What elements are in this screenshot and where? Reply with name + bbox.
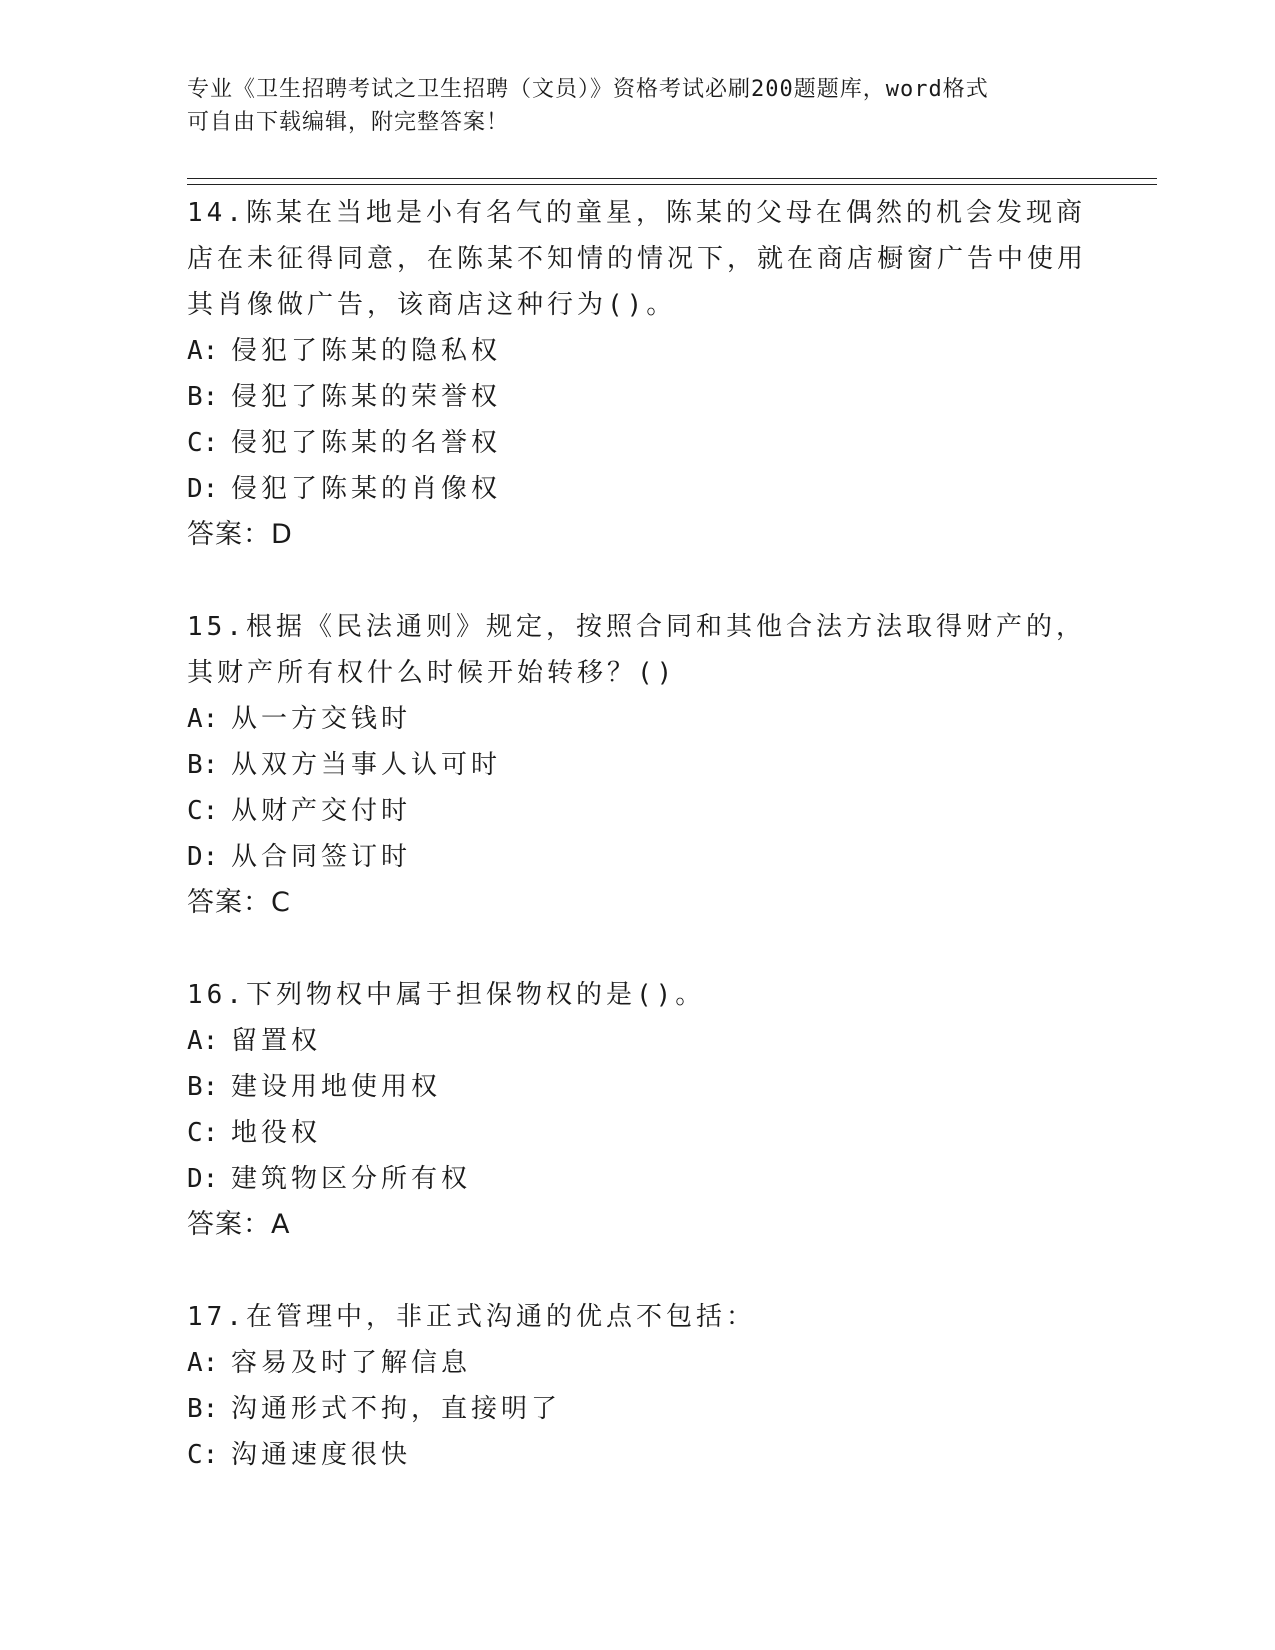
option-letter: A: xyxy=(187,336,219,366)
answer-option xyxy=(187,1432,1087,1478)
option-letter: D: xyxy=(187,474,219,504)
option-text: 容易及时了解信息 xyxy=(231,1348,472,1378)
answer-option xyxy=(187,696,1087,742)
answer-value: C xyxy=(271,887,291,918)
option-text: 建设用地使用权 xyxy=(231,1072,442,1102)
option-letter: C: xyxy=(187,796,219,826)
header-divider-bottom xyxy=(187,184,1157,185)
option-letter: A: xyxy=(187,704,219,734)
option-text: 侵犯了陈某的肖像权 xyxy=(231,474,502,504)
answer-label: 答案： xyxy=(187,1209,271,1240)
option-text: 沟通速度很快 xyxy=(231,1440,412,1470)
option-letter: C: xyxy=(187,428,219,458)
option-letter: C: xyxy=(187,1440,219,1470)
option-letter: B: xyxy=(187,1394,219,1424)
answer-line xyxy=(187,1202,1087,1248)
answer-option xyxy=(187,1386,1087,1432)
answer-option xyxy=(187,1340,1087,1386)
answer-option xyxy=(187,788,1087,834)
option-letter: B: xyxy=(187,382,219,412)
option-letter: A: xyxy=(187,1348,219,1378)
answer-line xyxy=(187,512,1087,558)
header-divider-top xyxy=(187,178,1157,179)
question-list xyxy=(187,190,1087,1524)
question-block xyxy=(187,1294,1087,1478)
option-text: 建筑物区分所有权 xyxy=(231,1164,472,1194)
option-text: 从一方交钱时 xyxy=(231,704,412,734)
option-text: 留置权 xyxy=(231,1026,322,1056)
answer-option xyxy=(187,466,1087,512)
header-line-2: 可自由下载编辑，附完整答案！ xyxy=(187,110,510,135)
option-text: 侵犯了陈某的荣誉权 xyxy=(231,382,502,412)
option-letter: A: xyxy=(187,1026,219,1056)
question-stem: 16.下列物权中属于担保物权的是()。 xyxy=(187,980,706,1010)
answer-option xyxy=(187,1018,1087,1064)
question-stem: 15.根据《民法通则》规定，按照合同和其他合法方法取得财产的，其财产所有权什么时候开始转移？() xyxy=(187,612,1086,688)
answer-option xyxy=(187,1156,1087,1202)
option-text: 沟通形式不拘，直接明了 xyxy=(231,1394,562,1424)
option-letter: C: xyxy=(187,1118,219,1148)
answer-value: D xyxy=(271,519,293,550)
answer-option xyxy=(187,328,1087,374)
question-block xyxy=(187,972,1087,1248)
answer-option xyxy=(187,1064,1087,1110)
answer-line xyxy=(187,880,1087,926)
answer-label: 答案： xyxy=(187,519,271,550)
option-letter: D: xyxy=(187,842,219,872)
option-text: 从双方当事人认可时 xyxy=(231,750,502,780)
option-text: 地役权 xyxy=(231,1118,322,1148)
option-text: 从合同签订时 xyxy=(231,842,412,872)
answer-option xyxy=(187,834,1087,880)
question-block xyxy=(187,604,1087,926)
option-letter: B: xyxy=(187,750,219,780)
question-stem: 14.陈某在当地是小有名气的童星，陈某的父母在偶然的机会发现商店在未征得同意，在陈某不知情的情况下，就在商店橱窗广告中使用其肖像做广告，该商店这种行为()。 xyxy=(187,198,1088,320)
answer-option xyxy=(187,374,1087,420)
answer-option xyxy=(187,742,1087,788)
answer-value: A xyxy=(271,1209,291,1240)
option-text: 从财产交付时 xyxy=(231,796,412,826)
option-text: 侵犯了陈某的名誉权 xyxy=(231,428,502,458)
answer-option xyxy=(187,1110,1087,1156)
answer-label: 答案： xyxy=(187,887,271,918)
header-line-1: 专业《卫生招聘考试之卫生招聘（文员）》资格考试必刷200题题库，word格式 xyxy=(187,77,989,102)
option-text: 侵犯了陈某的隐私权 xyxy=(231,336,502,366)
option-letter: B: xyxy=(187,1072,219,1102)
question-block xyxy=(187,190,1087,558)
document-header xyxy=(187,73,1087,139)
answer-option xyxy=(187,420,1087,466)
question-stem: 17.在管理中，非正式沟通的优点不包括： xyxy=(187,1302,756,1332)
option-letter: D: xyxy=(187,1164,219,1194)
